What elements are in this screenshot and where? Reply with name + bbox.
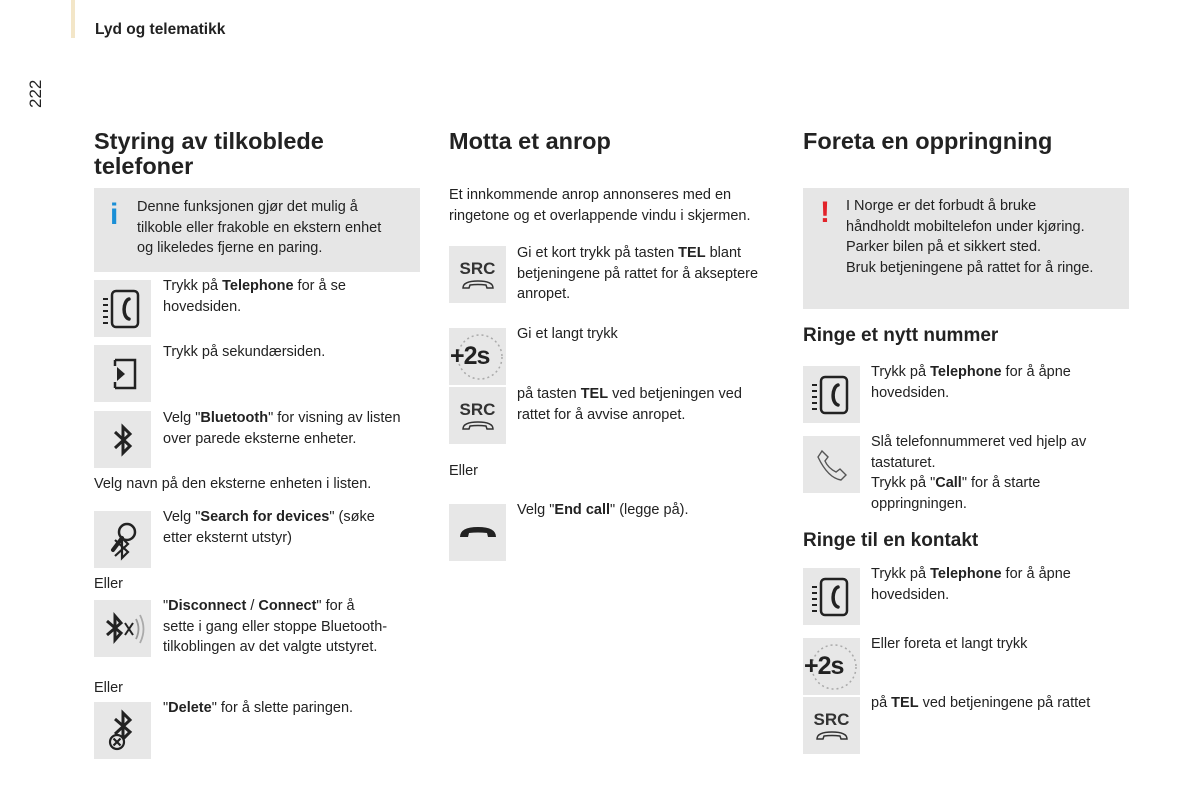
info-text: Denne funksjonen gjør det mulig å tilkoble eller frakoble en ekstern enhet og likeledes fjerne en paring. bbox=[137, 199, 382, 256]
secondary-instruction: Trykk på sekundærsiden. bbox=[163, 344, 326, 360]
two-second-label: +2s bbox=[804, 652, 844, 680]
select-name-text: Velg navn på den eksterne enheten i listen. bbox=[94, 476, 372, 492]
warning-icon: ! bbox=[820, 196, 830, 229]
call-handset-icon[interactable] bbox=[803, 436, 860, 493]
bluetooth-disconnect-icon[interactable] bbox=[94, 600, 151, 657]
or-label: Eller bbox=[449, 463, 479, 479]
header-accent-bar bbox=[71, 0, 75, 38]
warning-box bbox=[803, 188, 1129, 309]
new-number-heading: Ringe et nytt nummer bbox=[803, 325, 999, 346]
handset-icon bbox=[814, 730, 850, 742]
src-tel-icon[interactable] bbox=[449, 387, 506, 444]
end-call-instruction: Velg "End call" (legge på). bbox=[517, 502, 689, 518]
bluetooth-delete-icon[interactable] bbox=[94, 702, 151, 759]
section-title: Lyd og telematikk bbox=[95, 21, 226, 38]
handset-icon bbox=[460, 279, 496, 291]
disconnect-instruction: "Disconnect / Connect" for å sette i gang eller stoppe Bluetooth- tilkoblingen av det valgte utstyret. bbox=[163, 598, 388, 655]
long-press-text: Gi et langt trykk bbox=[517, 326, 618, 342]
incoming-call-intro: Et innkommende anrop annonseres med en ringetone og et overlappende vindu i skjermen. bbox=[449, 187, 751, 224]
col3-title: Foreta en oppringning bbox=[803, 128, 1053, 154]
col2-title: Motta et anrop bbox=[449, 128, 611, 154]
bluetooth-instruction: Velg "Bluetooth" for visning av listen over parede eksterne enheter. bbox=[163, 410, 401, 447]
or-label: Eller bbox=[94, 680, 124, 696]
src-label: SRC bbox=[459, 258, 496, 278]
dial-instruction: Slå telefonnummeret ved hjelp av tastaturet. Trykk på "Call" for å starte oppringningen. bbox=[871, 434, 1087, 512]
reject-instruction: på tasten TEL ved betjeningen ved rattet for å avvise anropet. bbox=[517, 386, 742, 423]
warning-text: I Norge er det forbudt å bruke håndholdt mobiltelefon under kjøring. Parker bilen på et sikkert sted. Bruk betjeningene på rattet for å ringe. bbox=[846, 198, 1094, 276]
or-label: Eller bbox=[94, 576, 124, 592]
long-press-icon bbox=[803, 638, 860, 695]
info-box bbox=[94, 188, 420, 272]
src-label: SRC bbox=[813, 709, 850, 729]
col1-title: Styring av tilkoblede telefoner bbox=[94, 128, 324, 179]
page-number: 222 bbox=[26, 79, 45, 108]
search-instruction: Velg "Search for devices" (søke etter eksternt utstyr) bbox=[163, 509, 375, 546]
long-press-icon bbox=[449, 328, 506, 385]
info-icon: i bbox=[110, 198, 119, 231]
end-call-icon[interactable] bbox=[449, 504, 506, 561]
search-devices-icon[interactable] bbox=[94, 511, 151, 568]
telephone-icon[interactable] bbox=[803, 568, 860, 625]
handset-icon bbox=[460, 420, 496, 432]
contact-heading: Ringe til en kontakt bbox=[803, 530, 979, 551]
src-label: SRC bbox=[459, 399, 496, 419]
bluetooth-icon[interactable] bbox=[94, 411, 151, 468]
contact-telephone-instruction: Trykk på Telephone for å åpne hovedsiden. bbox=[871, 566, 1071, 603]
short-press-instruction: Gi et kort trykk på tasten TEL blant betjeningene på rattet for å akseptere anropet. bbox=[517, 245, 759, 302]
delete-instruction: "Delete" for å slette paringen. bbox=[163, 700, 354, 716]
telephone-instruction: Trykk på Telephone for å se hovedsiden. bbox=[163, 278, 346, 315]
contact-tel-instruction: på TEL ved betjeningene på rattet bbox=[871, 695, 1091, 711]
telephone-icon[interactable] bbox=[803, 366, 860, 423]
secondary-page-icon[interactable] bbox=[94, 345, 151, 402]
telephone-icon[interactable] bbox=[94, 280, 151, 337]
src-tel-icon[interactable] bbox=[803, 697, 860, 754]
contact-long-press-text: Eller foreta et langt trykk bbox=[871, 636, 1028, 652]
new-number-telephone-instruction: Trykk på Telephone for å åpne hovedsiden. bbox=[871, 364, 1071, 401]
src-tel-icon[interactable] bbox=[449, 246, 506, 303]
two-second-label: +2s bbox=[450, 342, 490, 370]
